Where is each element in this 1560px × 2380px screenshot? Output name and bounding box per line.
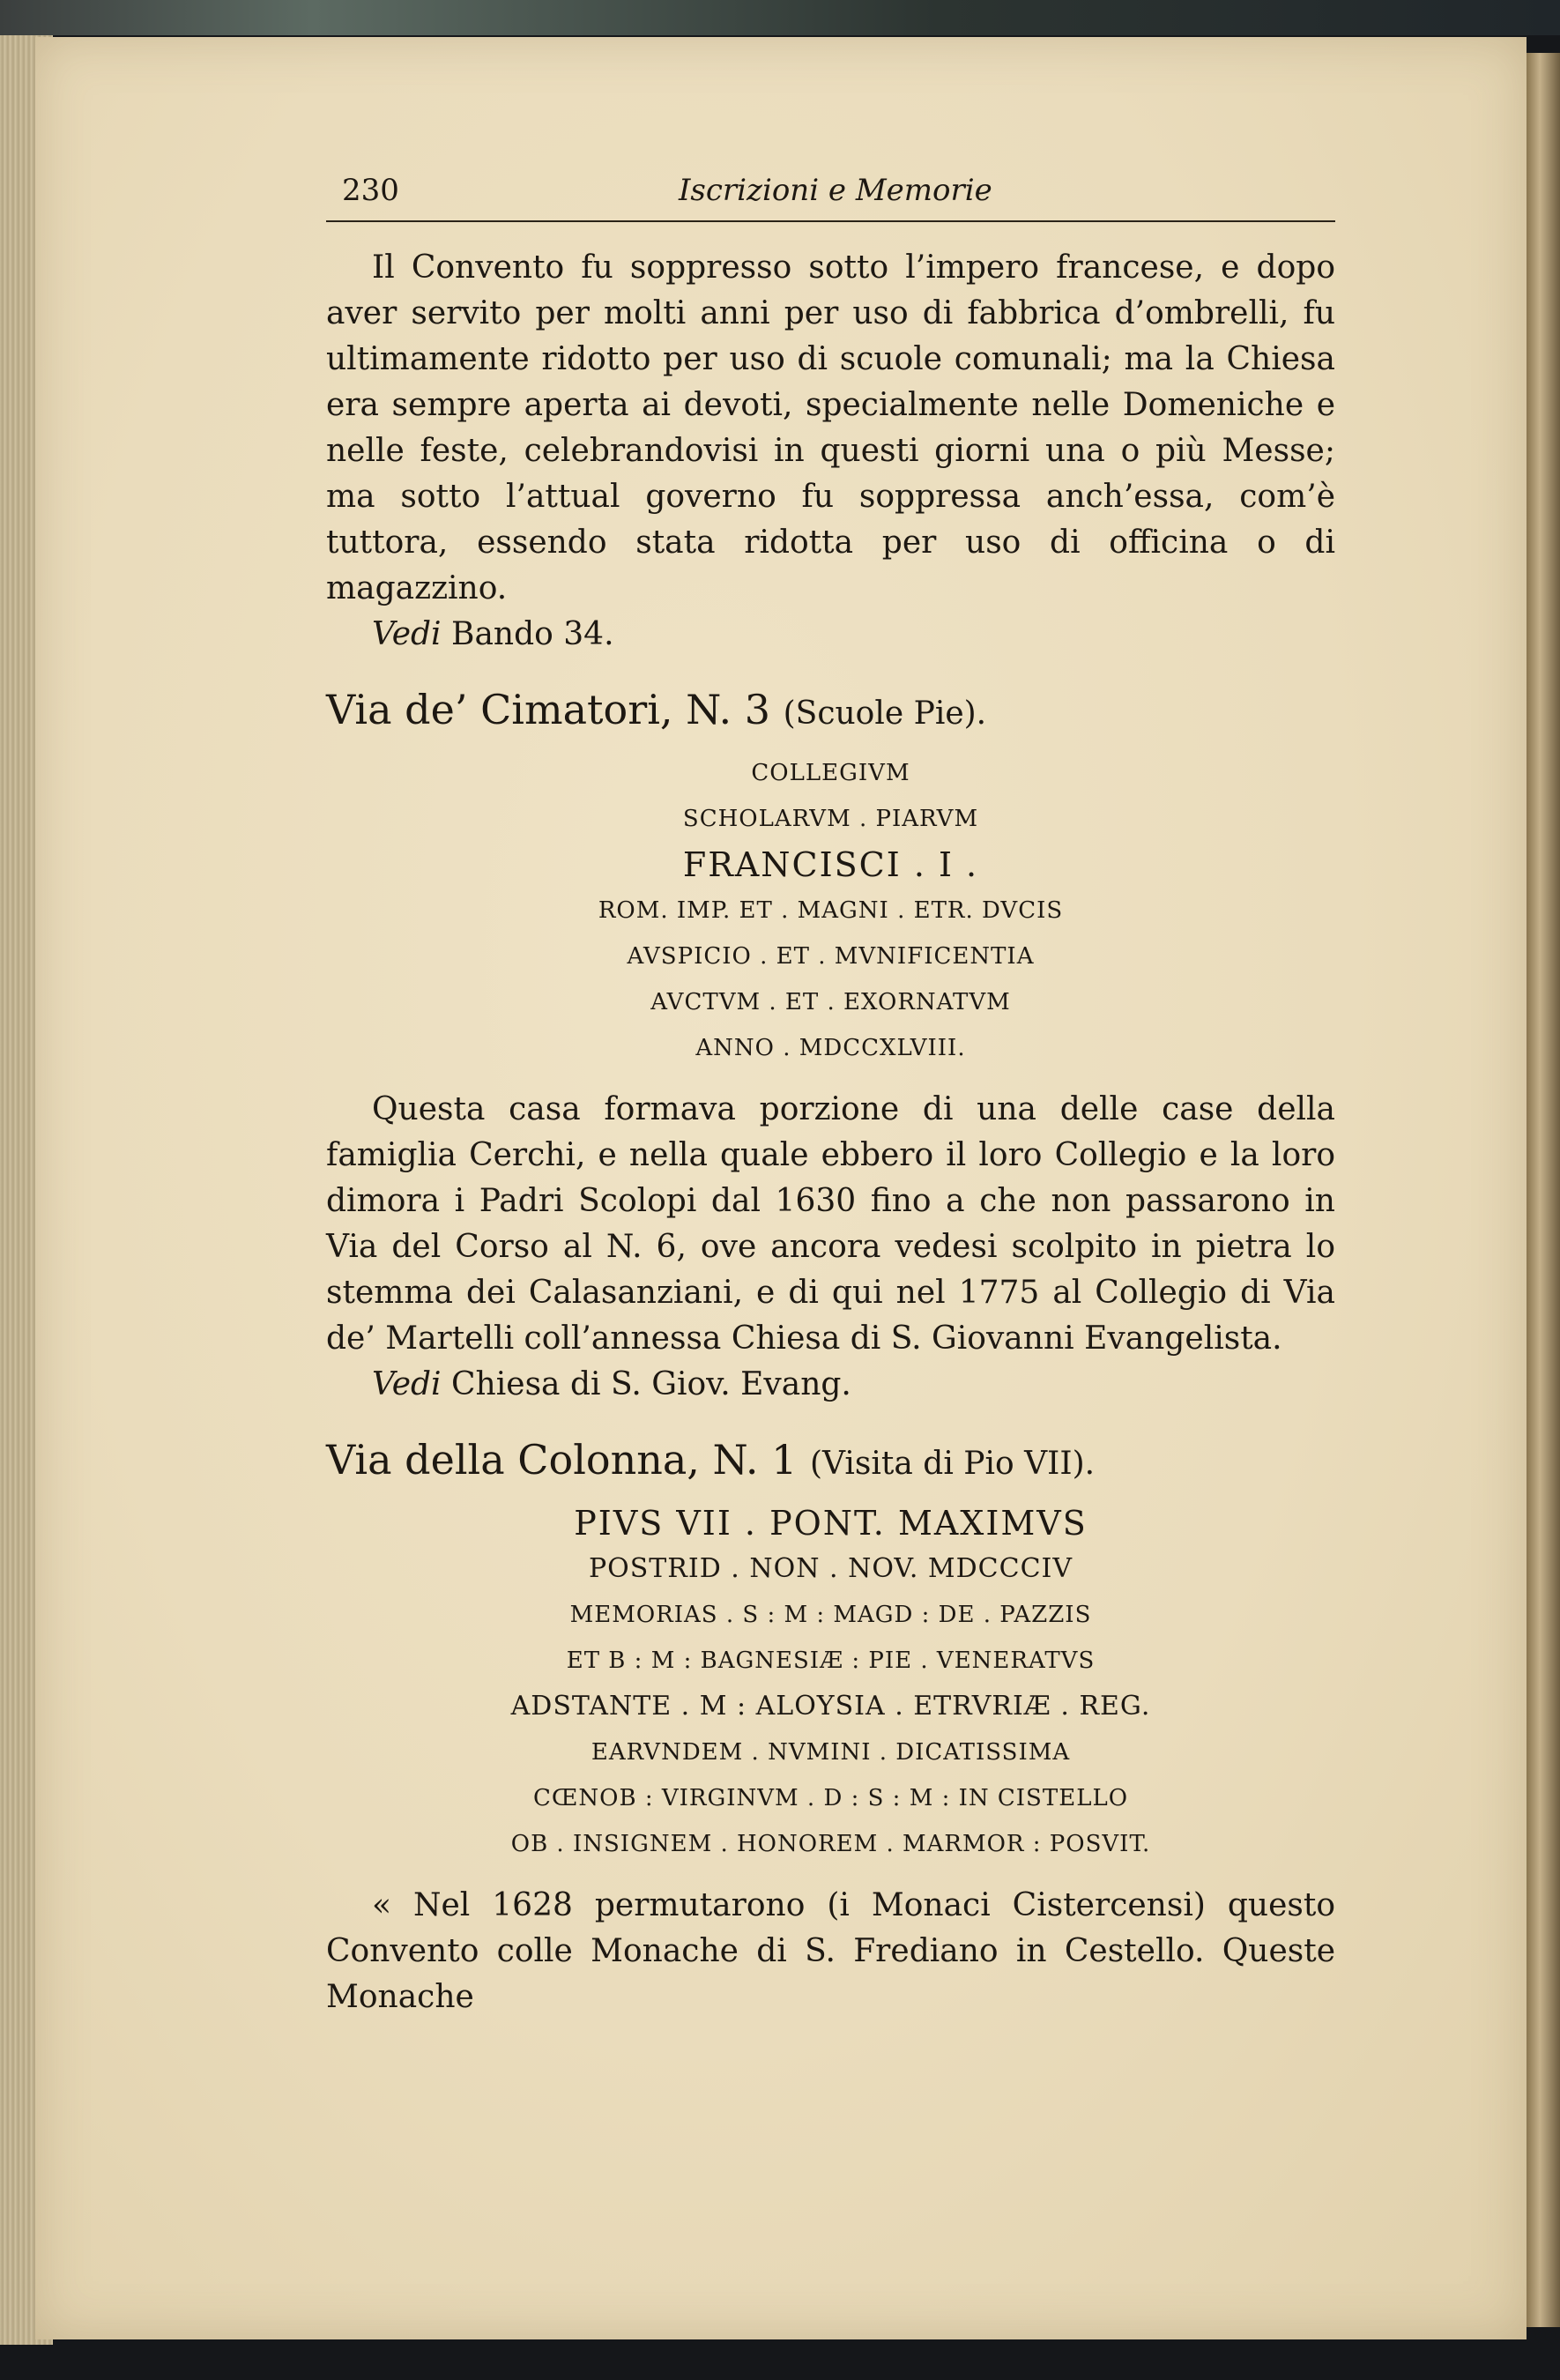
inscription-line: EARVNDEM . NVMINI . DICATISSIMA xyxy=(591,1739,1071,1766)
intro-paragraph: Il Convento fu soppresso sotto l’impero francese, e dopo aver servito per molti anni per uso di fabbrica d’ombrelli, fu ultimamente ridotto per uso di scuole comunali; ma la Chiesa era sempre aperta ai devoti, specialmente nelle Domeniche e nelle feste, celebrandovisi in questi giorni una o più Messe; ma sotto l’attual governo fu soppressa anch’essa, com’è tuttora, essendo stata ridotta per uso di officina o di magazzino. xyxy=(326,249,1335,606)
paper-right-edge xyxy=(1527,53,1560,2327)
see-label: Vedi xyxy=(372,616,442,652)
inscription-line: COLLEGIVM xyxy=(751,760,910,786)
page-number: 230 xyxy=(342,173,399,208)
inscription-line: MEMORIAS . S : M : MAGD : DE . PAZZIS xyxy=(569,1602,1092,1628)
section-subheading: (Scuole Pie). xyxy=(783,695,987,732)
inscription-line: SCHOLARVM . PIARVM xyxy=(682,806,979,832)
section-heading-text: Via de’ Cimatori, N. 3 xyxy=(326,686,770,733)
running-title: Iscrizioni e Memorie xyxy=(679,173,992,208)
cimatori-paragraph: Questa casa formava porzione di una delle case della famiglia Cerchi, e nella quale ebbero il loro Collegio e la loro dimora i Padri Scolopi dal 1630 fino a che non passarono in Via del Corso al N. 6, ove ancora vedesi scolpito in pietra lo stemma dei Calasanziani, e di qui nel 1775 al Collegio di Via de’ Martelli coll’annessa Chiesa di S. Giovanni Evangelista. xyxy=(326,1091,1335,1357)
section-heading-colonna xyxy=(326,1432,1335,1491)
inscription-line: PIVS VII . PONT. MAXIMVS xyxy=(574,1504,1088,1543)
intro-see-reference xyxy=(326,612,1335,658)
see-text: Chiesa di S. Giov. Evang. xyxy=(451,1366,851,1402)
colonna-paragraph: « Nel 1628 permutarono (i Monaci Cistercensi) questo Convento colle Monache di S. Frediano in Cestello. Queste Monache xyxy=(326,1887,1335,2015)
section-heading-cimatori xyxy=(326,682,1335,741)
text-block xyxy=(326,167,1335,2020)
inscription-line: AVCTVM . ET . EXORNATVM xyxy=(650,989,1011,1015)
cimatori-see-reference xyxy=(326,1362,1335,1408)
inscription-line: OB . INSIGNEM . HONOREM . MARMOR : POSVIT. xyxy=(510,1831,1151,1857)
section-subheading: (Visita di Pio VII). xyxy=(809,1446,1096,1482)
inscription-line: AVSPICIO . ET . MVNIFICENTIA xyxy=(627,943,1035,970)
running-head xyxy=(326,167,1335,222)
see-label: Vedi xyxy=(372,1366,442,1402)
inscription-line: ADSTANTE . M : ALOYSIA . ETRVRIÆ . REG. xyxy=(510,1691,1151,1722)
inscription-pius-vii xyxy=(326,1500,1335,1867)
section-heading-text: Via della Colonna, N. 1 xyxy=(326,1436,798,1484)
inscription-line: ANNO . MDCCXLVIII. xyxy=(695,1035,966,1061)
inscription-line: ET B : M : BAGNESIÆ : PIE . VENERATVS xyxy=(566,1647,1096,1674)
inscription-line: FRANCISCI . I . xyxy=(682,845,979,884)
see-text: Bando 34. xyxy=(451,616,614,652)
inscription-collegium xyxy=(326,750,1335,1071)
book-spine-edge xyxy=(0,0,1560,35)
inscription-line: CŒNOB : VIRGINVM . D : S : M : IN CISTELLO xyxy=(532,1785,1129,1811)
inscription-line: POSTRID . NON . NOV. MDCCCIV xyxy=(588,1553,1073,1584)
inscription-line: ROM. IMP. ET . MAGNI . ETR. DVCIS xyxy=(598,897,1064,924)
